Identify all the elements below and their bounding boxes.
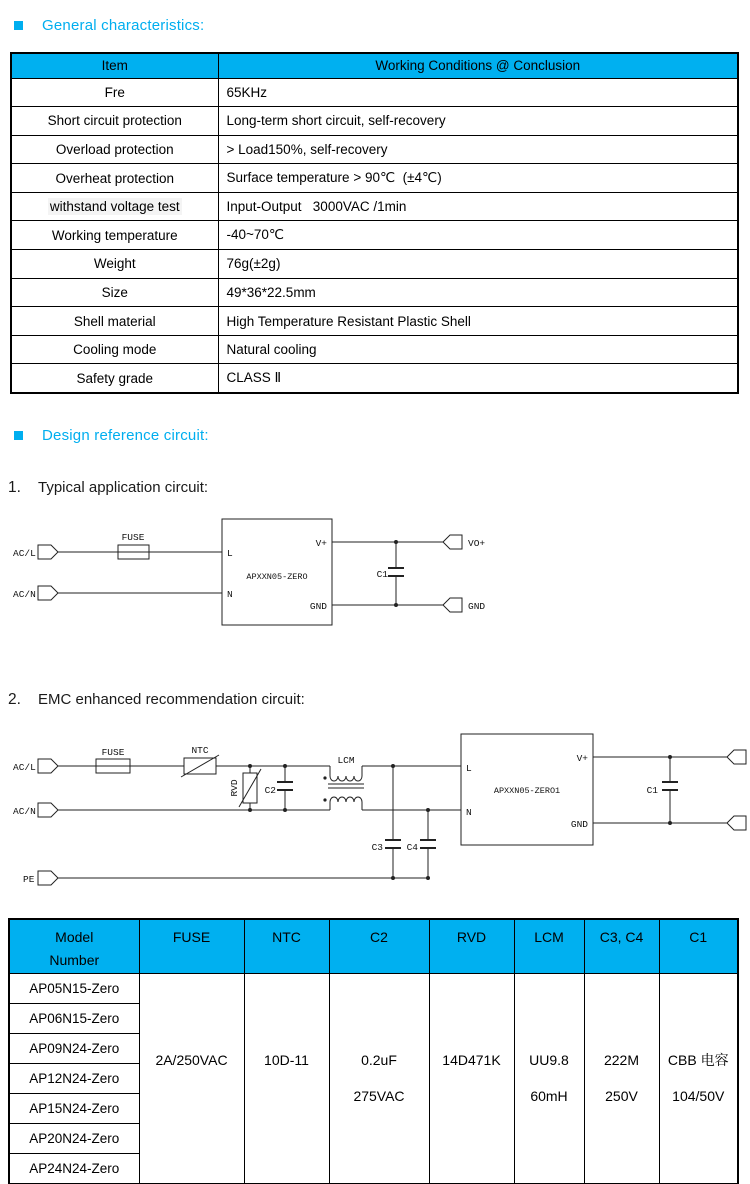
pin-n-label: N	[466, 807, 472, 818]
square-bullet-icon	[14, 431, 23, 440]
pin-gnd-label: GND	[309, 601, 327, 612]
list-number: 1.	[8, 479, 21, 496]
model-cell: AP05N15-Zero	[9, 973, 139, 1003]
input-tag-acn	[13, 803, 58, 817]
pin-l-label: L	[466, 763, 472, 774]
output-tag-vo	[443, 535, 485, 549]
model-cell: AP15N24-Zero	[9, 1093, 139, 1123]
row-value: Natural cooling	[218, 335, 738, 364]
row-value: Surface temperature > 90℃ (±4℃)	[218, 164, 738, 193]
value-line: 222M	[603, 1052, 640, 1068]
column-header-c3c4: C3, C4	[584, 919, 659, 973]
rvd-label: RVD	[229, 779, 240, 797]
value-line	[245, 1078, 329, 1114]
rvd-value-cell	[429, 973, 514, 1184]
lcm-value-cell	[514, 973, 584, 1184]
table-row	[11, 278, 738, 307]
table-row	[11, 335, 738, 364]
common-mode-choke-lcm-symbol	[323, 755, 364, 810]
c1-label: C1	[376, 569, 388, 580]
row-value: > Load150%, self-recovery	[218, 135, 738, 164]
emc-circuit-heading	[8, 691, 305, 709]
gnd-label: GND	[468, 601, 486, 612]
acl-label: AC/L	[13, 548, 36, 559]
value-line: 2A/250VAC	[155, 1052, 228, 1068]
square-bullet-icon	[14, 21, 23, 30]
column-header-fuse: FUSE	[139, 919, 244, 973]
value-line: CBB 电容	[667, 1052, 729, 1068]
column-header-c1: C1	[659, 919, 738, 973]
value-line	[140, 1078, 244, 1114]
row-label: Working temperature	[11, 221, 218, 250]
output-tag-top	[727, 750, 746, 764]
row-value: 49*36*22.5mm	[218, 278, 738, 307]
pin-vplus-label: V+	[315, 538, 327, 549]
table-row	[11, 164, 738, 193]
varistor-rvd-symbol	[229, 764, 261, 812]
row-value: -40~70℃	[218, 221, 738, 250]
table-row	[11, 135, 738, 164]
value-line: 104/50V	[672, 1088, 725, 1104]
model-cell: AP06N15-Zero	[9, 1003, 139, 1033]
capacitor-c1-symbol	[647, 755, 678, 825]
row-value: High Temperature Resistant Plastic Shell	[218, 307, 738, 336]
value-line: UU9.8	[529, 1052, 569, 1068]
model-cell: AP20N24-Zero	[9, 1123, 139, 1153]
row-value: Long-term short circuit, self-recovery	[218, 107, 738, 136]
output-tag-gnd	[443, 598, 485, 612]
row-label: Weight	[11, 250, 218, 279]
module-name-label: APXXN05-ZERO1	[493, 786, 561, 796]
value-line: 10D-11	[264, 1052, 309, 1068]
column-header-c2: C2	[329, 919, 429, 973]
column-header-conditions: Working Conditions @ Conclusion	[218, 53, 738, 78]
column-header-item: Item	[11, 53, 218, 78]
column-header-model	[9, 919, 139, 973]
module-name-label: APXXN05-ZERO	[246, 572, 308, 582]
model-header-line1: Model	[55, 929, 94, 945]
table-row	[11, 307, 738, 336]
model-cell: AP24N24-Zero	[9, 1153, 139, 1184]
section-design-heading	[14, 427, 209, 444]
input-tag-acl	[13, 545, 58, 559]
c3c4-value-cell	[584, 973, 659, 1184]
row-label: Size	[11, 278, 218, 307]
column-header-lcm: LCM	[514, 919, 584, 973]
capacitor-c4-symbol	[407, 808, 436, 880]
list-title: Typical application circuit:	[38, 479, 209, 496]
c1-value-cell	[659, 973, 738, 1184]
value-line: 0.2uF	[361, 1052, 397, 1068]
table-row	[11, 221, 738, 250]
row-label: Overheat protection	[11, 164, 218, 193]
model-cell: AP09N24-Zero	[9, 1033, 139, 1063]
section-general-heading	[14, 17, 204, 34]
pe-label: PE	[23, 874, 35, 885]
capacitor-c2-symbol	[265, 764, 293, 812]
module-box	[461, 734, 593, 845]
acn-label: AC/N	[13, 806, 36, 817]
section-title: Design reference circuit:	[42, 427, 209, 444]
highlighted-label: withstand voltage test	[49, 199, 180, 215]
row-value: CLASS Ⅱ	[218, 364, 738, 393]
row-label: Overload protection	[11, 135, 218, 164]
output-tag-bottom	[727, 816, 746, 830]
table-row	[11, 364, 738, 393]
table-row	[11, 192, 738, 221]
fuse-symbol	[96, 747, 130, 773]
capacitor-c3-symbol	[372, 764, 401, 880]
list-number: 2.	[8, 691, 21, 708]
column-header-ntc: NTC	[244, 919, 329, 973]
value-line: 14D471K	[442, 1052, 501, 1068]
capacitor-c1-symbol	[377, 540, 404, 607]
pin-vplus-label: V+	[576, 753, 588, 764]
module-box	[222, 519, 332, 625]
ntc-value-cell	[244, 973, 329, 1184]
table-row	[9, 973, 738, 1003]
value-line: 275VAC	[353, 1088, 405, 1104]
acl-label: AC/L	[13, 762, 36, 773]
c2-value-cell	[329, 973, 429, 1184]
value-line: 60mH	[530, 1088, 568, 1104]
pin-l-label: L	[227, 548, 233, 559]
pin-gnd-label: GND	[570, 819, 588, 830]
value-line	[430, 1078, 514, 1114]
row-label: Fre	[11, 78, 218, 107]
vo-label: VO+	[468, 538, 486, 549]
pin-n-label: N	[227, 589, 233, 600]
row-label: Short circuit protection	[11, 107, 218, 136]
table-row	[11, 250, 738, 279]
model-cell: AP12N24-Zero	[9, 1063, 139, 1093]
acn-label: AC/N	[13, 589, 36, 600]
value-line: 250V	[605, 1088, 638, 1104]
fuse-symbol	[118, 532, 149, 559]
ntc-label: NTC	[191, 745, 209, 756]
input-tag-acl	[13, 759, 58, 773]
c2-label: C2	[264, 785, 276, 796]
column-header-rvd: RVD	[429, 919, 514, 973]
typical-circuit-heading	[8, 479, 208, 497]
input-tag-acn	[13, 586, 58, 600]
emc-recommendation-circuit-diagram	[0, 722, 750, 897]
row-value: 65KHz	[218, 78, 738, 107]
model-header-line2: Number	[49, 952, 100, 968]
c4-label: C4	[406, 842, 418, 853]
row-label: Cooling mode	[11, 335, 218, 364]
input-tag-pe	[23, 871, 58, 885]
lcm-label: LCM	[337, 755, 355, 766]
row-label: Safety grade	[11, 364, 218, 393]
table-row	[11, 78, 738, 107]
section-title: General characteristics:	[42, 17, 205, 34]
components-table	[8, 918, 739, 1184]
fuse-value-cell	[139, 973, 244, 1184]
row-label: Shell material	[11, 307, 218, 336]
fuse-label: FUSE	[101, 747, 125, 758]
ntc-thermistor-symbol	[181, 745, 219, 777]
list-title: EMC enhanced recommendation circuit:	[38, 691, 305, 708]
table-row	[11, 107, 738, 136]
c3-label: C3	[371, 842, 383, 853]
typical-application-circuit-diagram	[0, 500, 750, 640]
fuse-label: FUSE	[121, 532, 145, 543]
row-label	[11, 192, 218, 221]
row-value: Input-Output 3000VAC /1min	[218, 192, 738, 221]
row-value: 76g(±2g)	[218, 250, 738, 279]
general-characteristics-table	[10, 52, 739, 394]
c1-label: C1	[646, 785, 658, 796]
